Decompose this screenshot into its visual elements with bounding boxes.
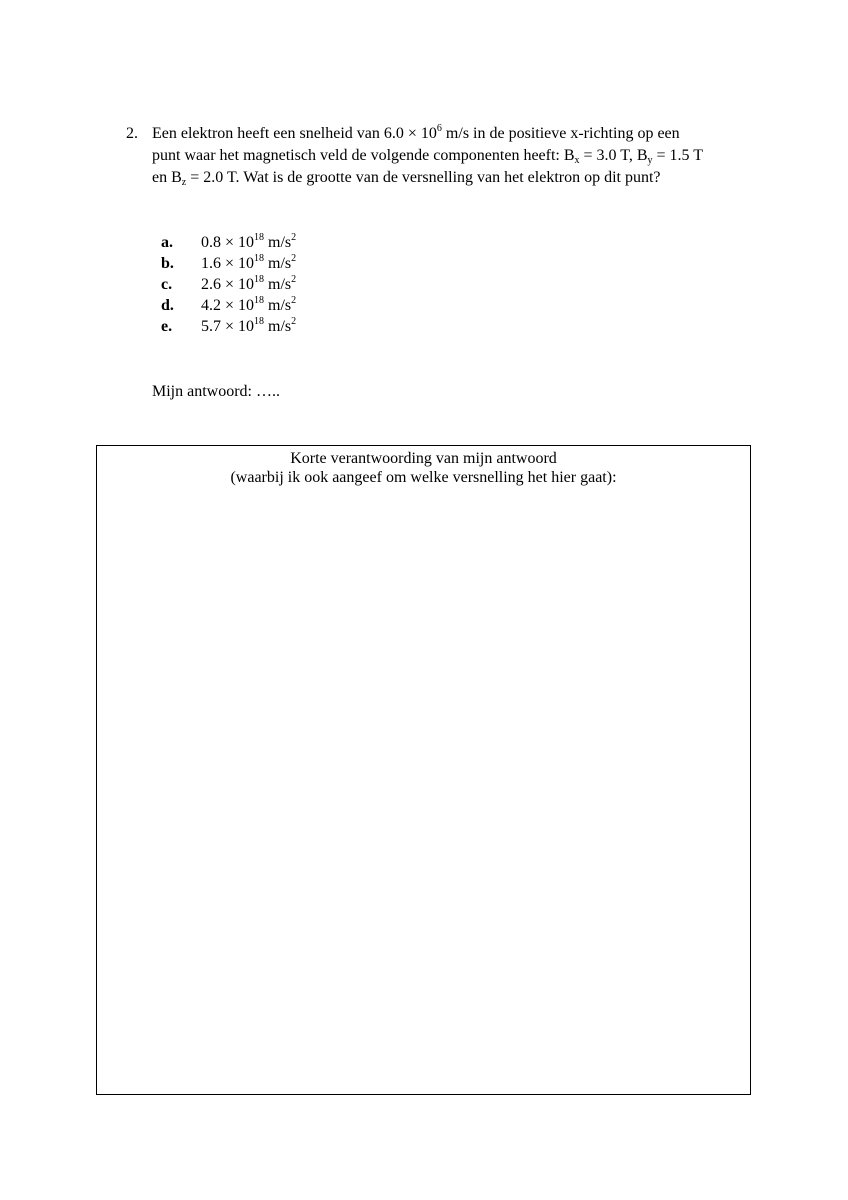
option-value: $1.6 \times 10^{18}$ $m/s^2$ [201, 253, 297, 272]
option-letter: e. [161, 318, 173, 335]
bx-subscript: x [574, 155, 580, 166]
option-letter: a. [161, 234, 173, 251]
option-value: $0.8 \times 10^{18}$ $m/s^2$ [201, 232, 297, 251]
justification-heading-line-2: (waarbij ik ook aangeef om welke versnelling het hier gaat): [230, 469, 617, 486]
question-number: 2. [126, 125, 138, 142]
option-value: $5.7 \times 10^{18}$ $m/s^2$ [201, 316, 297, 335]
velocity-exponent: 6 [436, 123, 442, 134]
option-letter: d. [161, 297, 174, 314]
by-subscript: y [647, 155, 653, 166]
bz-subscript: z [181, 177, 187, 188]
option-value: $2.6 \times 10^{18}$ $m/s^2$ [201, 274, 297, 293]
question-line-1: Een elektron heeft een snelheid van $6.0 \times 10^6$ m/s in de positieve x-richting op een [152, 123, 680, 142]
option-letter: b. [161, 255, 174, 272]
question-line-3: en $B_z = 2.0$ T. Wat is de grootte van de versnelling van het elektron op dit punt? [152, 169, 661, 188]
justification-heading-line-1: Korte verantwoording van mijn antwoord [290, 450, 557, 467]
justification-heading [97, 446, 750, 487]
question-text [152, 123, 772, 189]
question-line-2: punt waar het magnetisch veld de volgende componenten heeft: $B_x = 3.0$ T, $B_y = 1.5$ T [152, 147, 704, 166]
justification-box[interactable] [96, 445, 751, 1095]
my-answer-field[interactable]: Mijn antwoord: ….. [152, 383, 280, 400]
option-value: $4.2 \times 10^{18}$ $m/s^2$ [201, 295, 297, 314]
option-letter: c. [161, 276, 173, 293]
